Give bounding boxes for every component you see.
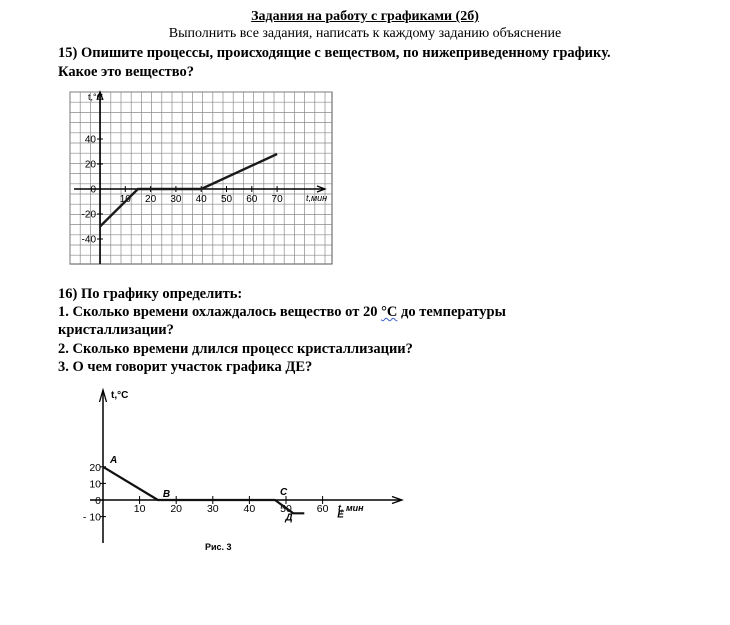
x-tick-label: 70 [271,194,283,205]
y-tick-label: 20 [84,159,96,171]
x-tick-label: 60 [246,194,258,205]
task16-item1-text: 1. Сколько времени охлаждалось вещество от 20 [58,304,382,320]
y-axis-label: t,°C [88,92,104,102]
y-tick-label: -20 [81,209,96,221]
y-tick-label: - 10 [82,511,101,524]
y-tick-label: 0 [95,495,101,507]
chart-task15 [62,86,342,271]
point-label-Д: Д [285,512,293,524]
task16-item3: 3. О чем говорит участок графика ДЕ? [58,359,313,375]
task16-item1-cont: кристаллизации? [58,322,174,338]
y-tick-label: -40 [81,234,96,246]
x-tick-label: 30 [170,194,182,205]
grid-frame [70,92,332,264]
task16-item1-end: до температуры [397,304,506,320]
chart-task16 [80,380,420,560]
point-label-C: C [280,487,288,498]
task16-item2: 2. Сколько времени длился процесс кристаллизации? [58,341,413,357]
task15-question: 15) Опишите процессы, происходящие с веществом, по нижеприведенному графику. [58,45,611,61]
point-label-A: A [110,454,118,466]
task15-question-cont: Какое это вещество? [58,64,195,80]
x-tick-label: 60 [316,503,329,515]
y-tick-label: 40 [84,134,96,146]
x-tick-label: 10 [119,194,131,205]
x-axis-label: t,мин [306,193,328,203]
series-line-temperature [100,154,277,227]
x-tick-label: 20 [170,503,183,515]
y-tick-label: 20 [89,461,101,474]
page-subtitle: Выполнить все задания, написать к каждому заданию объяснение [168,26,562,41]
x-tick-label: 50 [280,503,292,515]
point-label-E: E [337,509,344,521]
x-tick-label: 10 [133,503,146,515]
page-title: Задания на работу с графиками (2б) [251,9,479,24]
y-axis-label: t,°C [111,390,129,401]
x-tick-label: 50 [220,194,233,205]
task16-title: 16) По графику определить: [58,286,243,302]
x-tick-label: 20 [145,194,157,205]
y-tick-label: 10 [89,478,101,491]
x-tick-label: 30 [206,503,219,515]
task16-item1-unit: °С [381,304,398,320]
figure-caption: Рис. 3 [205,542,232,552]
y-tick-label: 0 [90,184,96,196]
task16-item1 [58,304,506,321]
x-tick-label: 40 [195,194,207,205]
point-label-B: B [162,489,171,500]
x-tick-label: 40 [243,503,256,515]
x-axis-label: t, мин [338,503,364,513]
